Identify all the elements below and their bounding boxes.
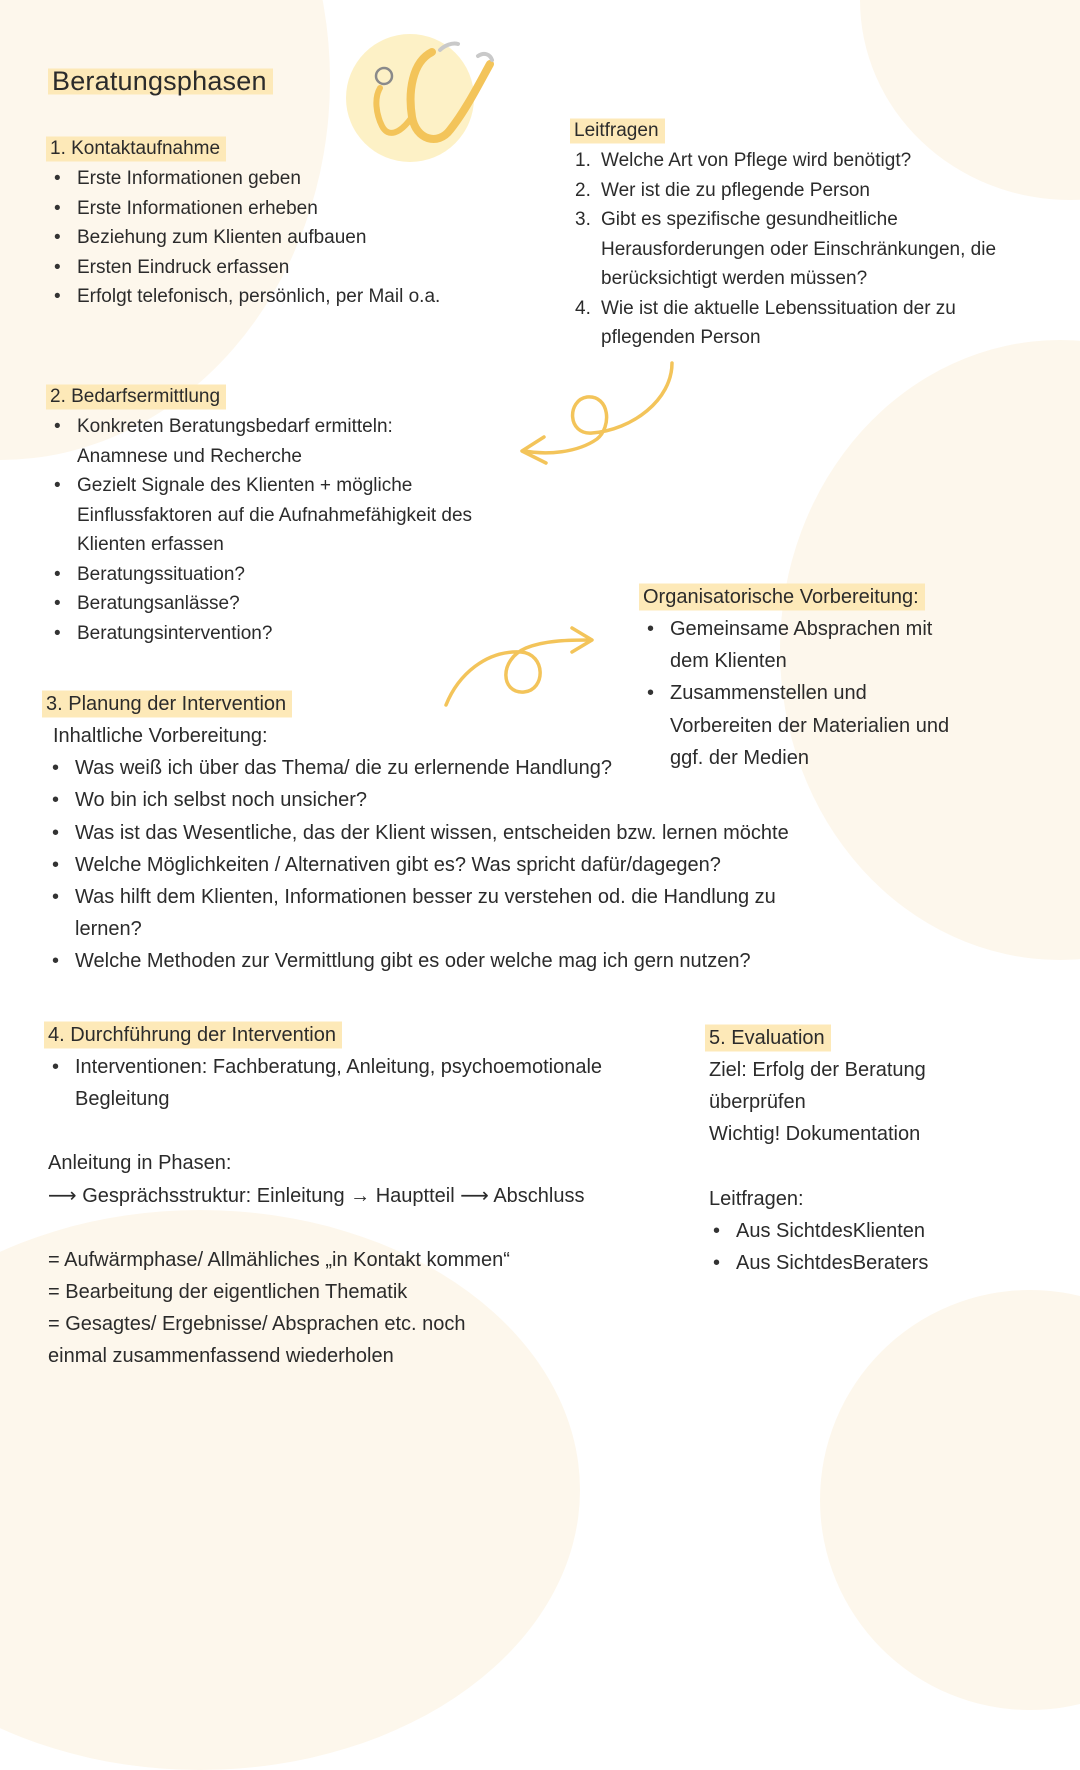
phase-line: = Bearbeitung der eigentlichen Thematik: [48, 1281, 408, 1304]
anleitung-label: Anleitung in Phasen:: [48, 1152, 232, 1175]
phase-line: = Aufwärmphase/ Allmähliches „in Kontakt kommen“: [48, 1248, 510, 1271]
list-item: 4. Wie ist die aktuelle Lebenssituation der zu pflegenden Person: [575, 297, 956, 348]
list-item: • Was weiß ich über das Thema/ die zu erlernende Handlung?: [48, 752, 846, 784]
section-evaluation: [709, 1022, 959, 1279]
list-item: 1. Welche Art von Pflege wird benötigt?: [575, 150, 912, 171]
section-kontaktaufnahme: [50, 134, 510, 312]
curly-arrow-left-icon: [512, 355, 692, 470]
section-heading: 3. Planung der Intervention: [42, 688, 292, 720]
list-item: • Erste Informationen erheben: [50, 194, 510, 224]
list-item: • Aus SichtdesKlienten: [709, 1215, 959, 1247]
list-item: • Aus SichtdesBeraters: [709, 1247, 959, 1279]
list-item: 2. Wer ist die zu pflegende Person: [575, 179, 870, 201]
list-item: • Beratungsanlässe?: [50, 589, 475, 619]
section-subheading: Inhaltliche Vorbereitung:: [53, 725, 268, 747]
list-item: • Gezielt Signale des Klienten + mögliche Einflussfaktoren auf die Aufnahmefähigkeit des Klienten erfassen: [50, 471, 475, 560]
list-item: • Ersten Eindruck erfassen: [50, 253, 510, 283]
list-item: • Konkreten Beratungsbedarf ermitteln: Anamnese und Recherche: [50, 412, 475, 471]
section-planung: [46, 688, 846, 978]
list-item: • Erfolgt telefonisch, persönlich, per Mail o.a.: [50, 282, 510, 312]
section-heading: 4. Durchführung der Intervention: [44, 1019, 342, 1051]
evaluation-line: Wichtig! Dokumentation: [709, 1123, 921, 1146]
list-item: • Welche Möglichkeiten / Alternativen gibt es? Was spricht dafür/dagegen?: [48, 849, 846, 881]
section-leitfragen: [574, 116, 1044, 353]
list-item: • Zusammenstellen und Vorbereiten der Materialien und ggf. der Medien: [643, 677, 973, 774]
phase-line: = Gesagtes/ Ergebnisse/ Absprachen etc. noch einmal zusammenfassend wiederholen: [48, 1313, 466, 1368]
list-item: • Interventionen: Fachberatung, Anleitung, psychoemotionale Begleitung: [48, 1051, 608, 1115]
list-item: • Beziehung zum Klienten aufbauen: [50, 223, 510, 253]
evaluation-leitfragen-label: Leitfragen:: [709, 1187, 804, 1210]
section-heading: Leitfragen: [570, 116, 665, 146]
evaluation-line: Ziel: Erfolg der Beratung überprüfen: [709, 1059, 926, 1114]
list-item: • Gemeinsame Absprachen mit dem Klienten: [643, 613, 973, 677]
page-title: Beratungsphasen: [48, 66, 273, 97]
list-item: • Beratungssituation?: [50, 560, 475, 590]
list-item: 3. Gibt es spezifische gesundheitliche Herausforderungen oder Einschränkungen, die berücksichtigt werden müssen?: [575, 209, 997, 289]
list-item: • Erste Informationen geben: [50, 164, 510, 194]
section-heading: 5. Evaluation: [705, 1022, 831, 1054]
section-durchfuehrung: [48, 1019, 608, 1373]
list-item: • Was hilft dem Klienten, Informationen besser zu verstehen od. die Handlung zu lernen?: [48, 881, 846, 945]
gespraechsstruktur: ⟶ Gesprächsstruktur: Einleitung → Hauptteil ⟶ Abschluss: [48, 1184, 585, 1207]
list-item: • Beratungsintervention?: [50, 619, 475, 649]
list-item: • Was ist das Wesentliche, das der Klient wissen, entscheiden bzw. lernen möchte: [48, 817, 846, 849]
section-heading: 1. Kontaktaufnahme: [46, 134, 226, 164]
list-item: • Welche Methoden zur Vermittlung gibt es oder welche mag ich gern nutzen?: [48, 945, 846, 977]
section-heading: Organisatorische Vorbereitung:: [639, 581, 925, 613]
section-heading: 2. Bedarfsermittlung: [46, 382, 226, 412]
list-item: • Wo bin ich selbst noch unsicher?: [48, 784, 846, 816]
bg-blob-bottom-right: [820, 1290, 1080, 1710]
section-bedarfsermittlung: [50, 382, 475, 648]
